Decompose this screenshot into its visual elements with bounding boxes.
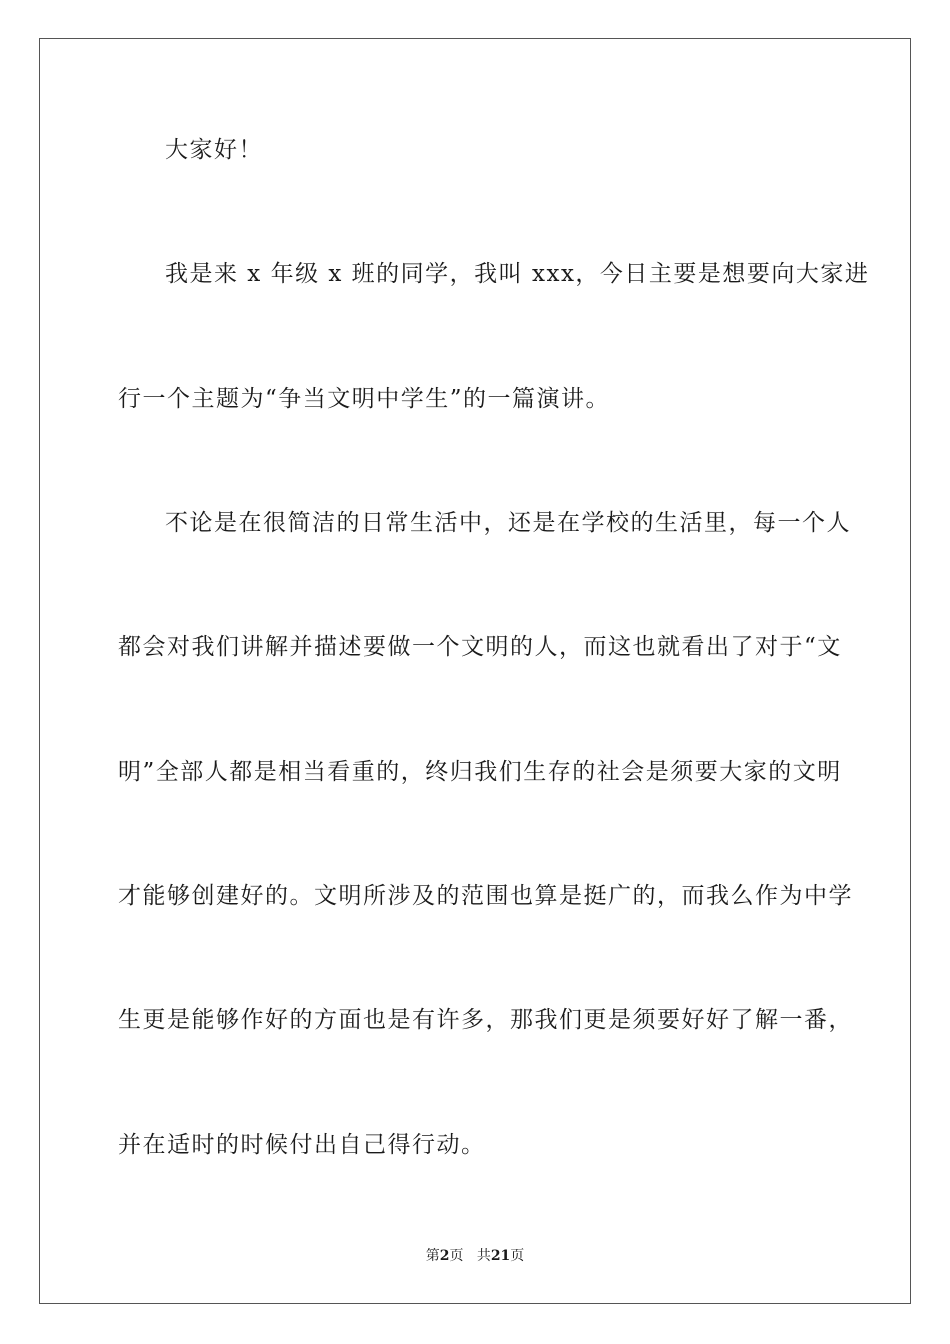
page-number: 2	[439, 1248, 450, 1264]
paragraph-2-line-2: 都会对我们讲解并描述要做一个文明的人，而这也就看出了对于“文	[118, 634, 842, 660]
page-border	[39, 38, 911, 1304]
paragraph-2-line-3: 明”全部人都是相当看重的，终归我们生存的社会是须要大家的文明	[118, 759, 842, 785]
paragraph-2-line-6: 并在适时的时候付出自己得行动。	[118, 1132, 486, 1158]
paragraph-1-line-1: 我是来 x 年级 x 班的同学，我叫 xxx，今日主要是想要向大家进	[165, 261, 870, 287]
page-suffix: 页	[449, 1248, 464, 1264]
total-prefix: 共	[476, 1248, 491, 1264]
paragraph-2-line-4: 才能够创建好的。文明所涉及的范围也算是挺广的，而我么作为中学	[118, 883, 853, 909]
total-pages: 21	[490, 1248, 511, 1264]
paragraph-2-line-1: 不论是在很简洁的日常生活中，还是在学校的生活里，每一个人	[165, 510, 851, 536]
page-footer	[0, 1246, 950, 1266]
paragraph-1-line-2: 行一个主题为“争当文明中学生”的一篇演讲。	[118, 386, 611, 412]
total-suffix: 页	[510, 1248, 525, 1264]
paragraph-greeting: 大家好！	[165, 137, 263, 163]
paragraph-2-line-5: 生更是能够作好的方面也是有许多，那我们更是须要好好了解一番，	[118, 1007, 853, 1033]
page-prefix: 第	[425, 1248, 440, 1264]
